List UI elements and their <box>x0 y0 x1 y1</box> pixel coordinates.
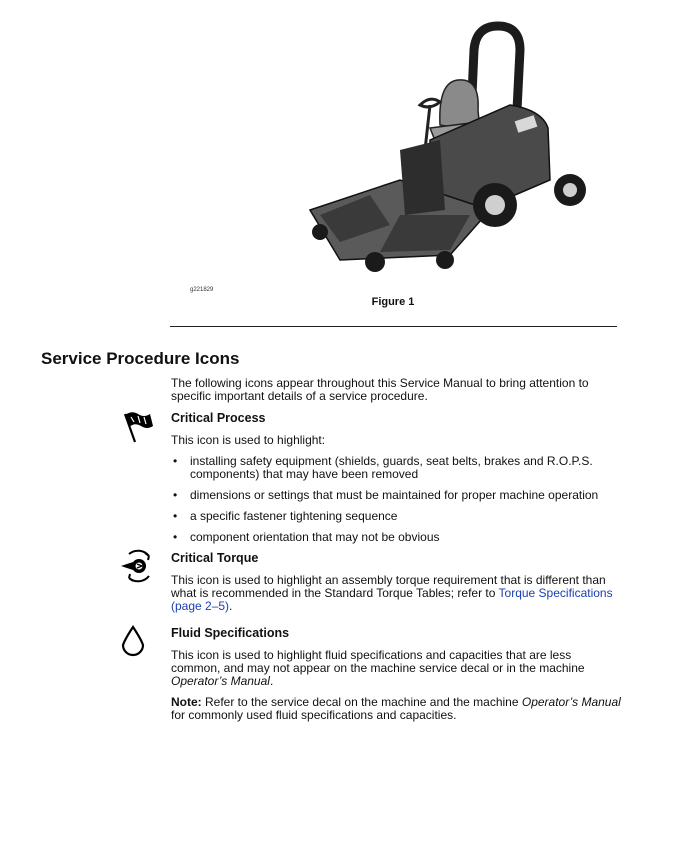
section-body: This icon is used to highlight an assembly torque requirement that is different than what is recommended in the Standard Torque Tables; refer to Torque Specifications (page 2–5). <box>171 573 613 613</box>
list-item: • a specific fastener tightening sequence <box>173 509 398 523</box>
section-critical-torque <box>171 552 621 613</box>
fluid-drop-icon <box>119 623 155 659</box>
mower-illustration <box>280 10 610 280</box>
torque-wrench-icon <box>119 548 155 584</box>
section-body: This icon is used to highlight fluid specifications and capacities that are less common, and may not appear on the machine service decal or in the machine Operator’s Manual. <box>171 648 585 688</box>
torque-specifications-link[interactable]: Torque Specifications (page 2–5) <box>171 586 613 613</box>
list-item: • dimensions or settings that must be maintained for proper machine operation <box>173 488 599 502</box>
list-item: • component orientation that may not be obvious <box>173 530 440 544</box>
figure-image-id: g221829 <box>190 287 214 293</box>
note-text: Note: Refer to the service decal on the machine and the machine Operator’s Manual for commonly used fluid specifications and capacities. <box>171 695 621 722</box>
section-title: Critical Process <box>171 411 266 425</box>
divider <box>170 326 617 327</box>
section-title: Fluid Specifications <box>171 626 290 640</box>
section-body: This icon is used to highlight: <box>171 433 326 447</box>
page-heading: Service Procedure Icons <box>41 349 240 368</box>
intro-text: The following icons appear throughout this Service Manual to bring attention to specific important details of a service procedure. <box>171 376 589 403</box>
main-content <box>171 377 621 722</box>
section-critical-process <box>171 412 621 544</box>
section-fluid-specifications <box>171 627 621 722</box>
figure-caption: Figure 1 <box>371 296 415 308</box>
bullet-list <box>171 455 621 544</box>
flag-icon <box>119 408 155 444</box>
list-item: • installing safety equipment (shields, guards, seat belts, brakes and R.O.P.S. components) that may have been removed <box>173 454 593 481</box>
figure <box>170 10 616 310</box>
section-title: Critical Torque <box>171 551 259 565</box>
